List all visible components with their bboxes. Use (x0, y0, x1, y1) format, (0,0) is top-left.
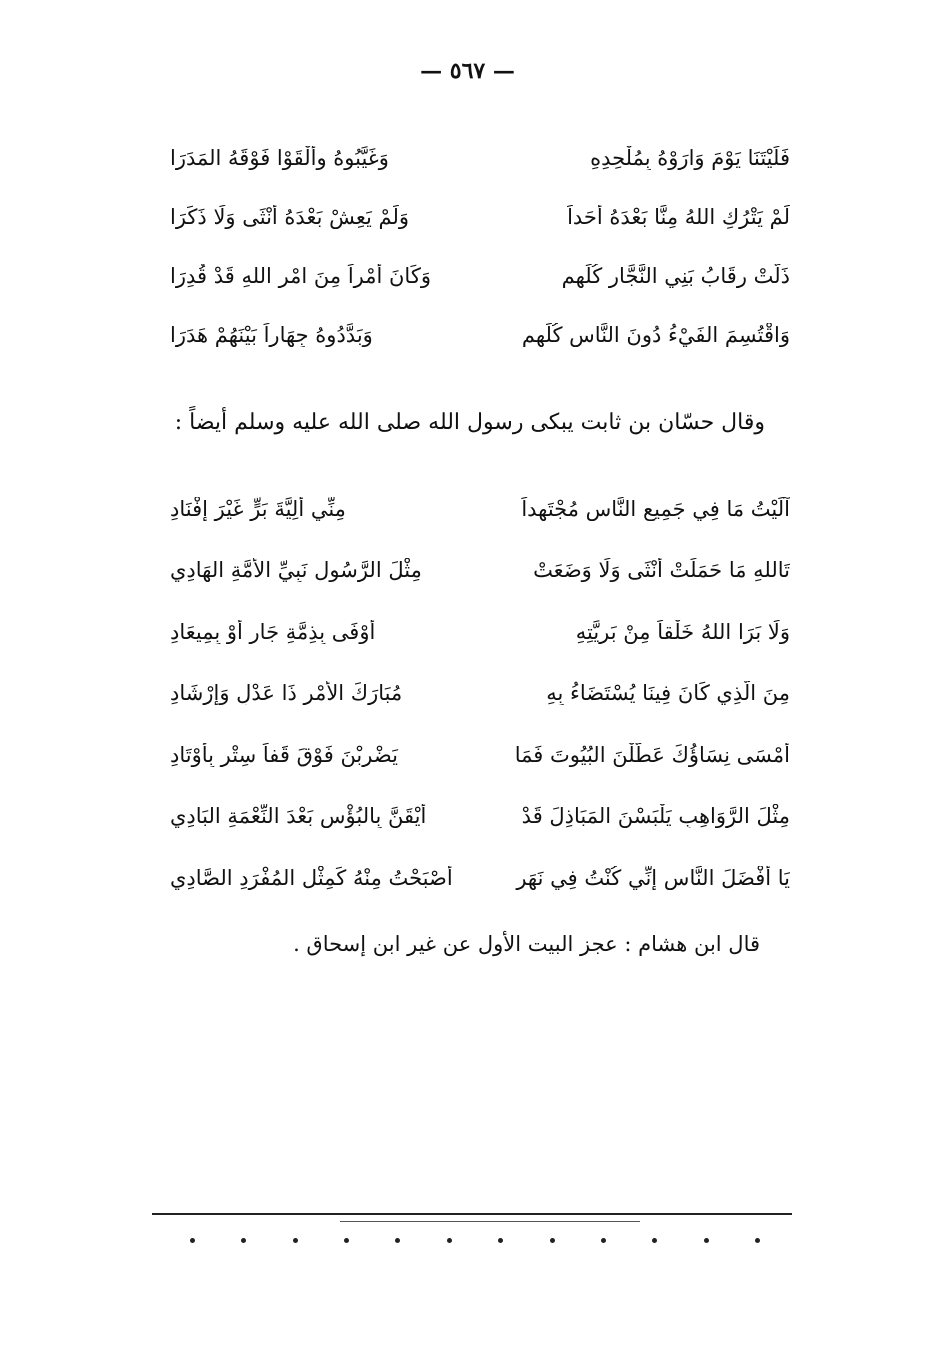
verse-second-hemistich: أَصْبَحْتُ مِنْهُ كَمِثْلِ المُفْرَدِ الصَّادِي (170, 865, 453, 890)
verse-second-hemistich: وَلَمْ يَعِشْ بَعْدَهُ أُنْثَى وَلَا ذَكَرَا (170, 204, 410, 229)
verse-first-hemistich: تَاللهِ مَا حَمَلَتْ أُنْثَى وَلَا وَضَعَتْ (533, 558, 790, 583)
verse (170, 847, 790, 909)
footer-rule-secondary (340, 1221, 640, 1222)
verse-first-hemistich: يَا أَفْضَلَ النَّاسِ إِنِّي كُنْتُ فِي نَهَرٍ (516, 865, 790, 890)
footer-dots (190, 1238, 760, 1243)
verse-second-hemistich: مُبَارَكَ الأَمْرِ ذَا عَدْلٍ وَإِرْشَادِ (170, 681, 403, 706)
verse (170, 601, 790, 663)
verse-first-hemistich: ذَلَّتْ رِقَابُ بَنِي النَّجَّارِ كُلِّهِمِ (561, 263, 790, 288)
verse-first-hemistich: آلَيْتُ مَا فِي جَمِيعِ النَّاسِ مُجْتَهِداً (521, 496, 790, 521)
verse-first-hemistich: فَلَيْتَنَا يَوْمَ وَارَوْهُ بِمُلْحِدِهِ (590, 145, 790, 170)
verse-first-hemistich: أَمْسَى نِسَاؤُكَ عَطَّلْنَ البُيُوتَ فَمَا (514, 742, 790, 767)
verse (170, 724, 790, 786)
footer-dot (652, 1238, 657, 1243)
verse-second-hemistich: وَبَدَّدُوهُ جِهَاراً بَيْنَهُمْ هَدَرَا (170, 322, 373, 347)
poem-introduction: وقال حسّان بن ثابت يبكى رسول الله صلى الله عليه وسلم أيضاً : (174, 410, 765, 435)
footer-dot (601, 1238, 606, 1243)
poem-first (170, 128, 790, 364)
footer-rule (152, 1213, 792, 1215)
footer-dot (498, 1238, 503, 1243)
footer-dot (447, 1238, 452, 1243)
footer-dot (293, 1238, 298, 1243)
verse-second-hemistich: وَغَيَّبُوهُ وأَلْقَوْا فَوْقَهُ المَدَرَا (170, 145, 389, 170)
poem-second (170, 478, 790, 909)
verse-second-hemistich: وَكَانَ أَمْراً مِنَ امْرِ اللهِ قَدْ قُدِرَا (170, 263, 431, 288)
verse-first-hemistich: وَلَا بَرَا اللهُ خَلْقاً مِنْ بَرِيَّتِهِ (575, 619, 790, 644)
verse (170, 540, 790, 602)
verse-second-hemistich: يَضْرِبْنَ فَوْقَ قَفاً سِتْرٍ بِأَوْتَادِ (170, 742, 398, 767)
verse (170, 305, 790, 364)
footer-dot (550, 1238, 555, 1243)
verse-second-hemistich: مِنِّي أَلِيَّةَ بَرٍّ غَيْرَ إِفْنَادِ (170, 496, 346, 521)
verse (170, 478, 790, 540)
verse (170, 128, 790, 187)
footer-dot (755, 1238, 760, 1243)
verse (170, 786, 790, 848)
verse-second-hemistich: مِثْلَ الرَّسُولِ نَبِيِّ الأُمَّةِ الهَادِي (170, 558, 422, 583)
footer-dot (190, 1238, 195, 1243)
verse-first-hemistich: لَمْ يَتْرُكِ اللهُ مِنَّا بَعْدَهُ أَحَداً (567, 204, 790, 229)
editor-note: قال ابن هشام : عجز البيت الأول عن غير ابن إسحاق . (293, 932, 760, 956)
verse-first-hemistich: مِنَ الَّذِي كَانَ فِينَا يُسْتَضَاءُ بِهِ (546, 681, 790, 706)
verse (170, 187, 790, 246)
footer-dot (704, 1238, 709, 1243)
verse (170, 246, 790, 305)
footer-dot (395, 1238, 400, 1243)
footer-dot (241, 1238, 246, 1243)
footer-dot (344, 1238, 349, 1243)
page-number: — ٥٦٧ — (420, 58, 515, 84)
verse-first-hemistich: مِثْلَ الرَّوَاهِبِ يَلْبَسْنَ المَبَاذِلَ قَدْ (521, 804, 790, 829)
verse-second-hemistich: أَوْفَى بِذِمَّةِ جَارٍ أَوْ بِمِيعَادِ (170, 619, 376, 644)
verse-first-hemistich: وَاقْتُسِمَ الفَيْءُ دُونَ النَّاسِ كُلِّهِمِ (521, 322, 790, 347)
verse (170, 663, 790, 725)
verse-second-hemistich: أَيْقَنَّ بِالبُؤْسِ بَعْدَ النِّعْمَةِ البَادِي (170, 804, 427, 829)
